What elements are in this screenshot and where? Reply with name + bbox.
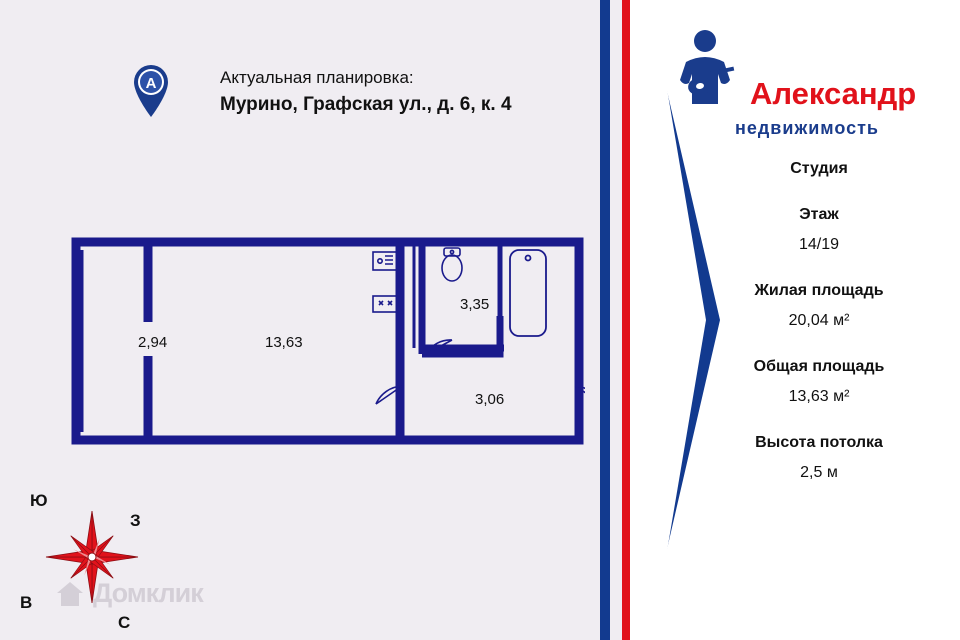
floor-plan-drawing bbox=[70, 236, 585, 446]
living-area-value: 20,04 м² bbox=[788, 312, 850, 329]
watermark-text: Домклик bbox=[93, 578, 203, 608]
plan-address: Мурино, Графская ул., д. 6, к. 4 bbox=[220, 94, 512, 115]
logo-brand-name: Александр bbox=[750, 76, 917, 111]
property-type: Студия bbox=[790, 160, 848, 177]
plan-header bbox=[130, 62, 600, 134]
domclick-watermark bbox=[55, 578, 203, 609]
compass-rose bbox=[20, 485, 180, 635]
floor-value: 14/19 bbox=[798, 236, 840, 253]
room-label-living-room: 13,63 bbox=[265, 334, 303, 351]
total-area-value: 13,63 м² bbox=[788, 388, 850, 405]
floor-label: Этаж bbox=[799, 206, 839, 223]
total-area-label: Общая площадь bbox=[753, 358, 885, 375]
room-label-hall: 3,06 bbox=[475, 391, 505, 408]
ceiling-height-value: 2,5 м bbox=[800, 464, 838, 481]
living-area-label: Жилая площадь bbox=[754, 282, 884, 299]
compass-label-south: С bbox=[118, 613, 131, 632]
room-label-balcony: 2,94 bbox=[138, 334, 168, 351]
ceiling-height-label: Высота потолка bbox=[755, 434, 883, 451]
compass-label-north: Ю bbox=[30, 491, 48, 510]
plan-subtitle: Актуальная планировка: bbox=[220, 68, 414, 87]
house-icon bbox=[55, 579, 85, 609]
logo-subtitle: недвижимость bbox=[735, 118, 879, 138]
compass-label-west: В bbox=[20, 593, 33, 612]
room-label-bathroom: 3,35 bbox=[460, 296, 490, 313]
guitarist-icon bbox=[672, 28, 742, 118]
agency-logo bbox=[672, 28, 942, 143]
svg-text:А: А bbox=[145, 75, 157, 92]
listing-info bbox=[690, 160, 948, 482]
location-pin-icon bbox=[130, 62, 172, 118]
compass-label-east: З bbox=[130, 511, 141, 530]
